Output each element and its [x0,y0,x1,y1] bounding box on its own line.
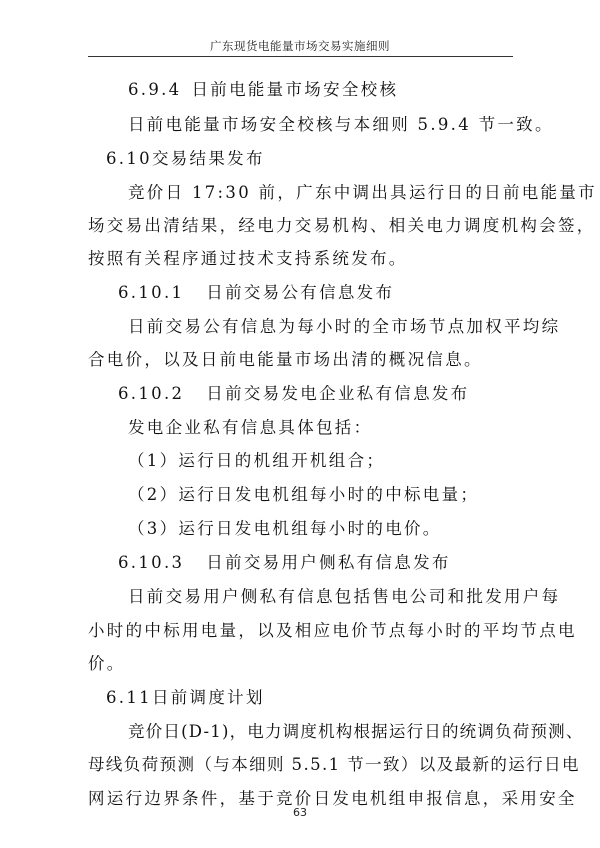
section-title: 日前电能量市场安全校核 [191,80,399,99]
section-heading-6-10-3 [118,553,451,573]
paragraph-line: 日前交易用户侧私有信息包括售电公司和批发用户每 [128,587,561,606]
running-header: 广东现货电能量市场交易实施细则 [210,39,390,53]
section-title: 日前交易公有信息发布 [206,283,395,302]
paragraph-line: 小时的中标用电量，以及相应电价节点每小时的平均节点电 [88,621,577,640]
section-number: 6.10.2 [118,384,185,403]
paragraph-line: 发电企业私有信息具体包括： [128,418,373,437]
paragraph-line: 母线负荷预测（与本细则 5.5.1 节一致）以及最新的运行日电 [88,755,580,774]
paragraph-line: 日前交易公有信息为每小时的全市场节点加权平均综 [128,317,561,336]
section-heading-6-10 [106,149,265,169]
section-number: 6.11 [106,688,152,707]
list-item: （3）运行日发电机组每小时的电价。 [128,519,442,538]
paragraph-line: 按照有关程序通过技术支持系统发布。 [88,249,408,268]
paragraph-line: 竞价日 17:30 前，广东中调出具运行日的日前电能量市 [128,183,597,202]
section-heading-6-10-2 [118,384,469,404]
section-number: 6.10.3 [118,553,185,572]
list-item: （2）运行日发电机组每小时的中标电量； [128,485,480,504]
section-number: 6.9.4 [128,80,182,99]
paragraph-line: 价。 [88,654,126,673]
section-heading-6-10-1 [118,283,394,303]
paragraph-line: 网运行边界条件，基于竞价日发电机组申报信息，采用安全 [88,789,577,808]
section-title: 交易结果发布 [151,149,265,168]
section-heading-6-9-4 [128,80,398,100]
paragraph-line: 竞价日(D-1)，电力调度机构根据运行日的统调负荷预测、 [128,722,584,741]
paragraph-line: 合电价，以及日前电能量市场出清的概况信息。 [88,350,483,369]
section-title: 日前交易发电企业私有信息发布 [206,384,470,403]
section-title: 日前调度计划 [151,688,265,707]
section-heading-6-11 [106,688,265,708]
paragraph-line: 日前电能量市场安全校核与本细则 5.9.4 节一致。 [128,115,554,134]
header-divider [88,56,513,57]
section-number: 6.10 [106,149,152,168]
list-item: （1）运行日的机组开机组合； [128,451,386,470]
section-number: 6.10.1 [118,283,185,302]
paragraph-line: 场交易出清结果，经电力交易机构、相关电力调度机构会签， [88,216,596,235]
page-number: 63 [293,806,307,819]
section-title: 日前交易用户侧私有信息发布 [206,553,451,572]
